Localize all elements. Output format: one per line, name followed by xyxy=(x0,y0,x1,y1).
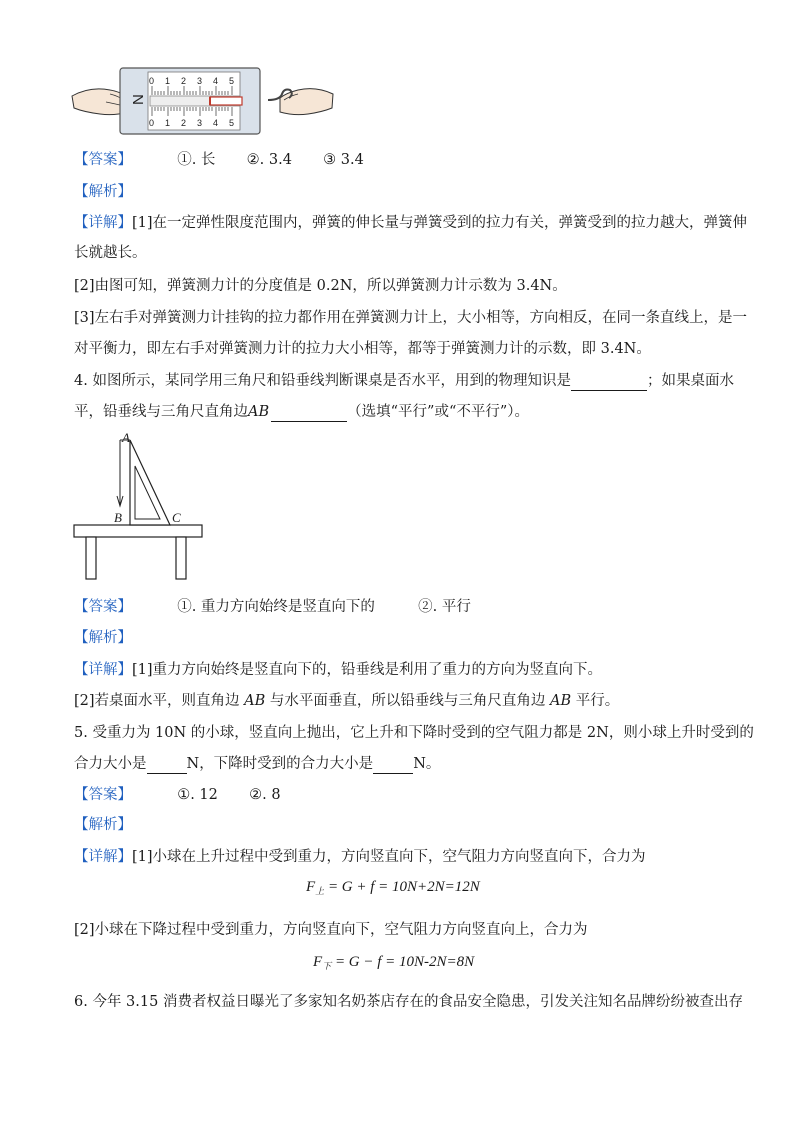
q3-answer-3: ③ 3.4 xyxy=(323,152,364,168)
formula-rising-sub: 上 xyxy=(315,886,325,896)
q5-detail-line-2: [2]小球在下降过程中受到重力，方向竖直向下，空气阻力方向竖直向上，合力为 xyxy=(74,922,588,938)
q5-blank-2 xyxy=(373,773,413,774)
scale-bottom-1: 1 xyxy=(165,118,171,128)
formula-rising-rest: = G + f = 10N+2N=12N xyxy=(324,879,480,895)
q3-detail-line-5: 对平衡力，即左右手对弹簧测力计的拉力大小相等，都等于弹簧测力计的示数，即 3.4N。 xyxy=(74,341,651,357)
analysis-tag: 【解析】 xyxy=(74,184,132,200)
triangle-ruler-table-figure xyxy=(70,430,206,582)
spring-scale-figure xyxy=(70,64,335,140)
q3-detail-text-1: [1]在一定弹性限度范围内，弹簧的伸长量与弹簧受到的拉力有关，弹簧受到的拉力越大，弹簧伸 xyxy=(132,215,748,231)
q4-blank-2 xyxy=(271,421,347,422)
q3-detail-line-3: [2]由图可知，弹簧测力计的分度值是 0.2N，所以弹簧测力计示数为 3.4N。 xyxy=(74,278,567,294)
analysis-tag: 【解析】 xyxy=(74,817,132,833)
q5-blank-1 xyxy=(147,773,187,774)
q6-stem-line-1: 6. 今年 3.15 消费者权益日曝光了多家知名奶茶店存在的食品安全隐患，引发关注知名品牌纷纷被查出存 xyxy=(74,994,743,1010)
scale-top-2: 2 xyxy=(181,76,187,86)
q4-blank-1 xyxy=(571,390,647,391)
q5-stem-2a: 合力大小是 xyxy=(74,756,147,772)
q5-answer-2: ②. 8 xyxy=(249,787,281,803)
scale-top-3: 3 xyxy=(197,76,203,86)
q4-stem-1b: ；如果桌面水 xyxy=(646,373,734,389)
scale-bottom-2: 2 xyxy=(181,118,187,128)
q4-detail-2b: 与水平面垂直，所以铅垂线与三角尺直角边 xyxy=(265,693,551,709)
label-c: C xyxy=(172,510,181,525)
q4-detail-text-1: [1]重力方向始终是竖直向下的，铅垂线是利用了重力的方向为竖直向下。 xyxy=(132,662,603,678)
scale-top-4: 4 xyxy=(213,76,219,86)
q4-stem-1a: 4. 如图所示，某同学用三角尺和铅垂线判断课桌是否水平，用到的物理知识是 xyxy=(74,373,571,389)
detail-tag: 【详解】 xyxy=(74,849,132,865)
q3-answer-line xyxy=(74,150,364,170)
q4-answer-1: ①. 重力方向始终是竖直向下的 xyxy=(177,599,375,615)
q4-detail-2c: 平行。 xyxy=(571,693,620,709)
formula-falling-var: F xyxy=(313,954,323,970)
formula-rising xyxy=(306,879,480,897)
q4-answer-line xyxy=(74,597,471,617)
scale-top-0: 0 xyxy=(149,76,155,86)
q4-detail-2a: [2]若桌面水平，则直角边 xyxy=(74,693,245,709)
q3-detail-line-4: [3]左右手对弹簧测力计挂钩的拉力都作用在弹簧测力计上，大小相等，方向相反，在同一条直线上，是一 xyxy=(74,310,748,326)
q5-detail-line-1 xyxy=(74,847,646,867)
q5-stem-2c: N。 xyxy=(413,756,441,772)
q5-stem-line-2 xyxy=(74,754,440,774)
formula-falling xyxy=(313,954,474,972)
q3-detail-line-1 xyxy=(74,213,747,233)
detail-tag: 【详解】 xyxy=(74,215,132,231)
scale-top-1: 1 xyxy=(165,76,171,86)
q5-stem-2b: N，下降时受到的合力大小是 xyxy=(186,756,374,772)
q4-stem-line-2 xyxy=(74,402,529,422)
q4-detail-ab2: AB xyxy=(550,693,572,709)
scale-top-5: 5 xyxy=(229,76,235,86)
formula-falling-sub: 下 xyxy=(322,961,332,971)
q4-detail-line-1 xyxy=(74,660,602,680)
q5-stem-line-1: 5. 受重力为 10N 的小球，竖直向上抛出，它上升和下降时受到的空气阻力都是 2N，则小球上升时受到的 xyxy=(74,725,754,741)
q5-answer-1: ①. 12 xyxy=(177,787,218,803)
label-b: B xyxy=(114,510,122,525)
q4-stem-ab: AB xyxy=(248,404,270,420)
newton-unit-label: N xyxy=(130,94,147,105)
formula-falling-rest: = G − f = 10N-2N=8N xyxy=(331,954,475,970)
q4-stem-2a: 平，铅垂线与三角尺直角边 xyxy=(74,404,248,420)
answer-tag: 【答案】 xyxy=(74,787,132,803)
answer-tag: 【答案】 xyxy=(74,152,132,168)
scale-bottom-4: 4 xyxy=(213,118,219,128)
analysis-tag: 【解析】 xyxy=(74,630,132,646)
scale-bottom-5: 5 xyxy=(229,118,235,128)
q3-detail-line-2: 长就越长。 xyxy=(74,245,147,261)
q3-answer-1: ①. 长 xyxy=(177,152,216,168)
formula-rising-var: F xyxy=(306,879,316,895)
q5-answer-line xyxy=(74,785,281,805)
q4-detail-line-2 xyxy=(74,691,619,711)
scale-bottom-3: 3 xyxy=(197,118,203,128)
q3-answer-2: ②. 3.4 xyxy=(246,152,292,168)
q4-stem-line-1 xyxy=(74,371,734,391)
q4-stem-2b: （选填“平行”或“不平行”）。 xyxy=(347,404,530,420)
q5-detail-text-1: [1]小球在上升过程中受到重力，方向竖直向下，空气阻力方向竖直向下，合力为 xyxy=(132,849,646,865)
detail-tag: 【详解】 xyxy=(74,662,132,678)
answer-tag: 【答案】 xyxy=(74,599,132,615)
label-a: A xyxy=(122,430,130,445)
q4-detail-ab1: AB xyxy=(244,693,266,709)
scale-bottom-0: 0 xyxy=(149,118,155,128)
q4-answer-2: ②. 平行 xyxy=(418,599,471,615)
